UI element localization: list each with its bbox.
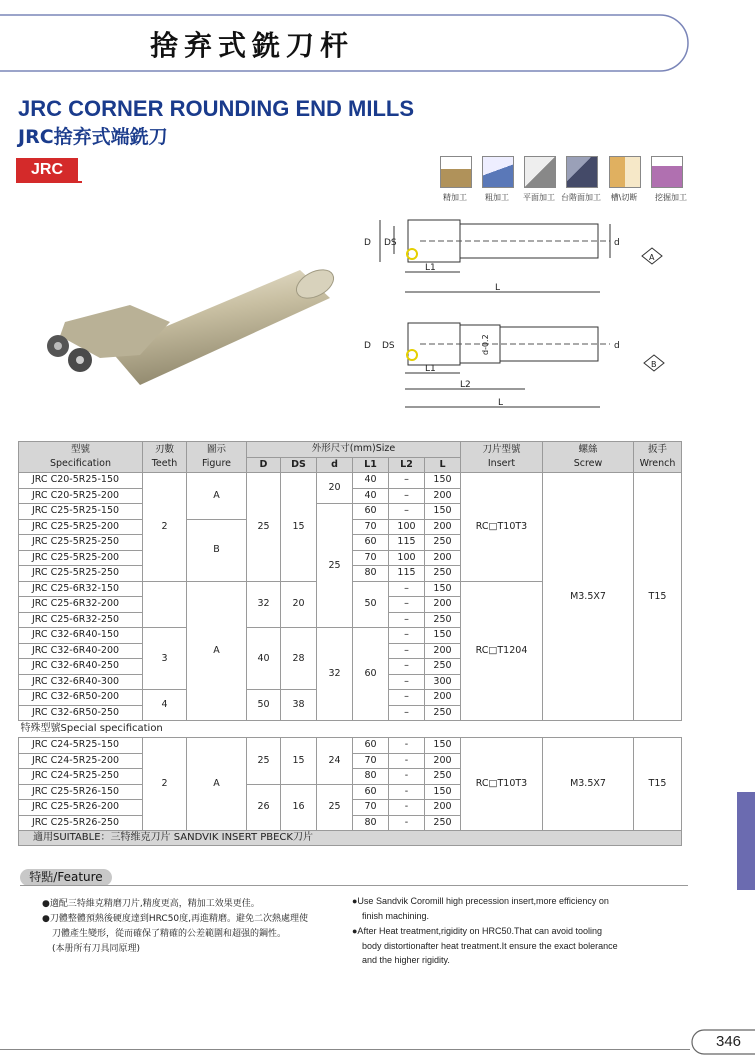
l1-cell: 70: [353, 800, 389, 816]
drawing-figure-a: [360, 212, 670, 302]
d-upper-cell: 26: [247, 784, 281, 831]
d-cell: 20: [317, 473, 353, 504]
face-milling-icon: [524, 156, 556, 188]
banner-title: 捨弃式銑刀杆: [150, 29, 355, 62]
d-upper-cell: 32: [247, 581, 281, 628]
insert-cell: RC□T1204: [461, 581, 543, 721]
l1-cell: 70: [353, 550, 389, 566]
page-title-en: JRC CORNER ROUNDING END MILLS: [18, 96, 415, 121]
l1-cell: 40: [353, 488, 389, 504]
dim-label: D: [364, 238, 371, 248]
l1-cell: 80: [353, 566, 389, 582]
l1-cell: 70: [353, 753, 389, 769]
spec-cell: JRC C25-5R25-250: [19, 535, 143, 551]
series-badge: JRC: [16, 158, 78, 182]
l-cell: 150: [425, 473, 461, 489]
figure-cell: B: [187, 519, 247, 581]
spec-cell: JRC C32-6R40-300: [19, 674, 143, 690]
header-size: 外形尺寸(mm)Size: [247, 442, 461, 458]
dim-label: L: [495, 283, 501, 293]
dim-label: DS: [382, 341, 395, 351]
header-screw: 螺絲 Screw: [543, 442, 634, 473]
spec-cell: JRC C25-6R32-150: [19, 581, 143, 597]
l1-cell: 40: [353, 473, 389, 489]
header-l: L: [425, 457, 461, 473]
l2-cell: –: [389, 473, 425, 489]
suitable-row: [19, 831, 682, 846]
feature-text-cn: ●適配三特維克精磨刀片,精度更高，精加工效果更佳。: [42, 899, 260, 909]
d-cell: 25: [317, 504, 353, 628]
d-upper-cell: 25: [247, 738, 281, 785]
page-title-cn: JRC捨弃式端銑刀: [18, 126, 168, 148]
ds-cell: 16: [281, 784, 317, 831]
l-cell: 200: [425, 690, 461, 706]
ds-cell: 15: [281, 473, 317, 582]
d-upper-cell: 50: [247, 690, 281, 721]
machining-label: 挖掘加工: [655, 193, 687, 202]
ds-cell: 28: [281, 628, 317, 690]
l2-cell: –: [389, 643, 425, 659]
spec-cell: JRC C25-5R25-200: [19, 519, 143, 535]
feature-text-cn: (本册所有刀具同原理): [52, 944, 141, 954]
l-cell: 250: [425, 566, 461, 582]
spec-cell: JRC C25-5R26-250: [19, 815, 143, 831]
insert-cell: RC□T10T3: [461, 738, 543, 831]
header-wrench: 扳手 Wrench: [634, 442, 682, 473]
special-spec-label: 特殊型號Special specification: [19, 721, 682, 738]
figure-cell: A: [187, 473, 247, 520]
teeth-cell: 4: [143, 690, 187, 721]
feature-text-en: ●After Heat treatment,rigidity on HRC50.That can avoid tooling: [352, 926, 603, 936]
table-row: [19, 738, 682, 754]
spec-cell: JRC C25-6R32-250: [19, 612, 143, 628]
special-spec-row: [19, 721, 682, 738]
spec-cell: JRC C24-5R25-200: [19, 753, 143, 769]
header-spec: 型號 Specification: [19, 442, 143, 473]
l1-cell: 60: [353, 535, 389, 551]
dim-label: L: [498, 398, 504, 408]
spec-cell: JRC C32-6R40-200: [19, 643, 143, 659]
dim-label: DS: [384, 238, 397, 248]
feature-text-en: and the higher rigidity.: [362, 955, 450, 965]
l2-cell: -: [389, 738, 425, 754]
figure-marker: B: [651, 360, 657, 369]
spec-cell: JRC C24-5R25-250: [19, 769, 143, 785]
l1-cell: 50: [353, 581, 389, 628]
header-teeth: 刃數 Teeth: [143, 442, 187, 473]
section-side-tab: [737, 792, 755, 890]
header-l2: L2: [389, 457, 425, 473]
header-d: d: [317, 457, 353, 473]
dim-label: D: [364, 341, 371, 351]
spec-cell: JRC C32-6R40-250: [19, 659, 143, 675]
l2-cell: –: [389, 659, 425, 675]
d-upper-cell: 40: [247, 628, 281, 690]
header-figure: 圖示 Figure: [187, 442, 247, 473]
shoulder-milling-icon: [566, 156, 598, 188]
l2-cell: -: [389, 784, 425, 800]
l2-cell: –: [389, 597, 425, 613]
feature-heading: 特點/Feature: [20, 869, 112, 886]
figure-cell: A: [187, 738, 247, 831]
l2-cell: -: [389, 815, 425, 831]
ds-cell: 15: [281, 738, 317, 785]
spec-cell: JRC C25-5R25-150: [19, 504, 143, 520]
slotting-icon: [609, 156, 641, 188]
l2-cell: –: [389, 488, 425, 504]
l-cell: 200: [425, 643, 461, 659]
spec-cell: JRC C20-5R25-150: [19, 473, 143, 489]
header-l1: L1: [353, 457, 389, 473]
d-cell: 32: [317, 628, 353, 721]
l2-cell: –: [389, 628, 425, 644]
machining-label: 粗加工: [485, 193, 509, 202]
end-mill-photo: [30, 210, 350, 390]
finishing-icon: [440, 156, 472, 188]
l1-cell: 70: [353, 519, 389, 535]
d-cell: 24: [317, 738, 353, 785]
ds-cell: 38: [281, 690, 317, 721]
header-d-upper: D: [247, 457, 281, 473]
l2-cell: 100: [389, 550, 425, 566]
l-cell: 150: [425, 504, 461, 520]
l2-cell: 115: [389, 535, 425, 551]
wrench-cell: T15: [634, 473, 682, 721]
feature-text-cn: 刀體產生變形，從而確保了精確的公差範圍和超强的鋼性。: [52, 929, 287, 939]
feature-text-cn: ●刀體整體預熱後硬度達到HRC50度,再進精磨。避免二次熱處理使: [42, 914, 309, 924]
teeth-cell: 2: [143, 738, 187, 831]
l2-cell: –: [389, 612, 425, 628]
feature-text-en: ●Use Sandvik Coromill high precession insert,more efficiency on: [352, 896, 609, 906]
dim-label: d: [614, 341, 620, 351]
l2-cell: –: [389, 674, 425, 690]
dim-label: d-0.2: [481, 334, 490, 355]
dim-label: d: [614, 238, 620, 248]
l1-cell: 60: [353, 738, 389, 754]
l-cell: 200: [425, 488, 461, 504]
figure-cell: A: [187, 581, 247, 721]
wrench-cell: T15: [634, 738, 682, 831]
l-cell: 150: [425, 581, 461, 597]
spec-cell: JRC C24-5R25-150: [19, 738, 143, 754]
l-cell: 200: [425, 519, 461, 535]
l-cell: 150: [425, 628, 461, 644]
figure-marker: A: [649, 253, 655, 262]
insert-cell: RC□T10T3: [461, 473, 543, 582]
spec-cell: JRC C32-6R50-250: [19, 705, 143, 721]
l-cell: 200: [425, 800, 461, 816]
l1-cell: 60: [353, 784, 389, 800]
l1-cell: 60: [353, 504, 389, 520]
spec-table: [18, 441, 682, 846]
spec-cell: JRC C25-6R32-200: [19, 597, 143, 613]
l-cell: 250: [425, 612, 461, 628]
l-cell: 200: [425, 597, 461, 613]
l2-cell: -: [389, 769, 425, 785]
d-upper-cell: 25: [247, 473, 281, 582]
l-cell: 200: [425, 753, 461, 769]
spec-cell: JRC C20-5R25-200: [19, 488, 143, 504]
teeth-cell: 3: [143, 628, 187, 690]
machining-label: 槽\切断: [610, 193, 638, 202]
dim-label: L1: [425, 263, 436, 273]
spec-cell: JRC C25-5R26-150: [19, 784, 143, 800]
l-cell: 250: [425, 659, 461, 675]
spec-cell: JRC C32-6R50-200: [19, 690, 143, 706]
l-cell: 250: [425, 769, 461, 785]
l2-cell: 100: [389, 519, 425, 535]
feature-text-en: body distortionafter heat treatment.It ensure the exact bolerance: [362, 941, 618, 951]
l1-cell: 80: [353, 815, 389, 831]
d-cell: 25: [317, 784, 353, 831]
suitable-note: 適用SUITABLE：三特维克刀片 SANDVIK INSERT PBECK刀片: [19, 831, 682, 846]
teeth-cell: 2: [143, 473, 187, 582]
l2-cell: -: [389, 800, 425, 816]
teeth-cell-empty: [143, 581, 187, 628]
page-number: 346: [716, 1033, 742, 1050]
pocketing-icon: [651, 156, 683, 188]
table-row: [19, 473, 682, 489]
machining-label: 台階面加工: [561, 193, 601, 202]
l2-cell: –: [389, 690, 425, 706]
l-cell: 200: [425, 550, 461, 566]
l2-cell: –: [389, 504, 425, 520]
l-cell: 250: [425, 535, 461, 551]
l1-cell: 60: [353, 628, 389, 721]
spec-cell: JRC C25-5R25-200: [19, 550, 143, 566]
dim-label: L2: [460, 380, 471, 390]
machining-label: 平面加工: [523, 193, 555, 202]
l-cell: 250: [425, 815, 461, 831]
header-insert: 刀片型號 Insert: [461, 442, 543, 473]
l-cell: 250: [425, 705, 461, 721]
feature-text-en: finish machining.: [362, 911, 430, 921]
machining-label: 精加工: [443, 193, 467, 202]
l2-cell: 115: [389, 566, 425, 582]
l1-cell: 80: [353, 769, 389, 785]
dim-label: L1: [425, 364, 436, 374]
spec-cell: JRC C25-5R26-200: [19, 800, 143, 816]
header-ds: DS: [281, 457, 317, 473]
l-cell: 150: [425, 784, 461, 800]
l2-cell: -: [389, 753, 425, 769]
feature-divider: [20, 885, 688, 886]
ds-cell: 20: [281, 581, 317, 628]
l2-cell: –: [389, 705, 425, 721]
roughing-icon: [482, 156, 514, 188]
screw-cell: M3.5X7: [543, 473, 634, 721]
badge-underline: [16, 181, 82, 183]
footer-line: [0, 1049, 690, 1050]
spec-cell: JRC C32-6R40-150: [19, 628, 143, 644]
drawing-figure-b: [360, 315, 670, 420]
l-cell: 150: [425, 738, 461, 754]
l2-cell: –: [389, 581, 425, 597]
screw-cell: M3.5X7: [543, 738, 634, 831]
l-cell: 300: [425, 674, 461, 690]
spec-cell: JRC C25-5R25-250: [19, 566, 143, 582]
